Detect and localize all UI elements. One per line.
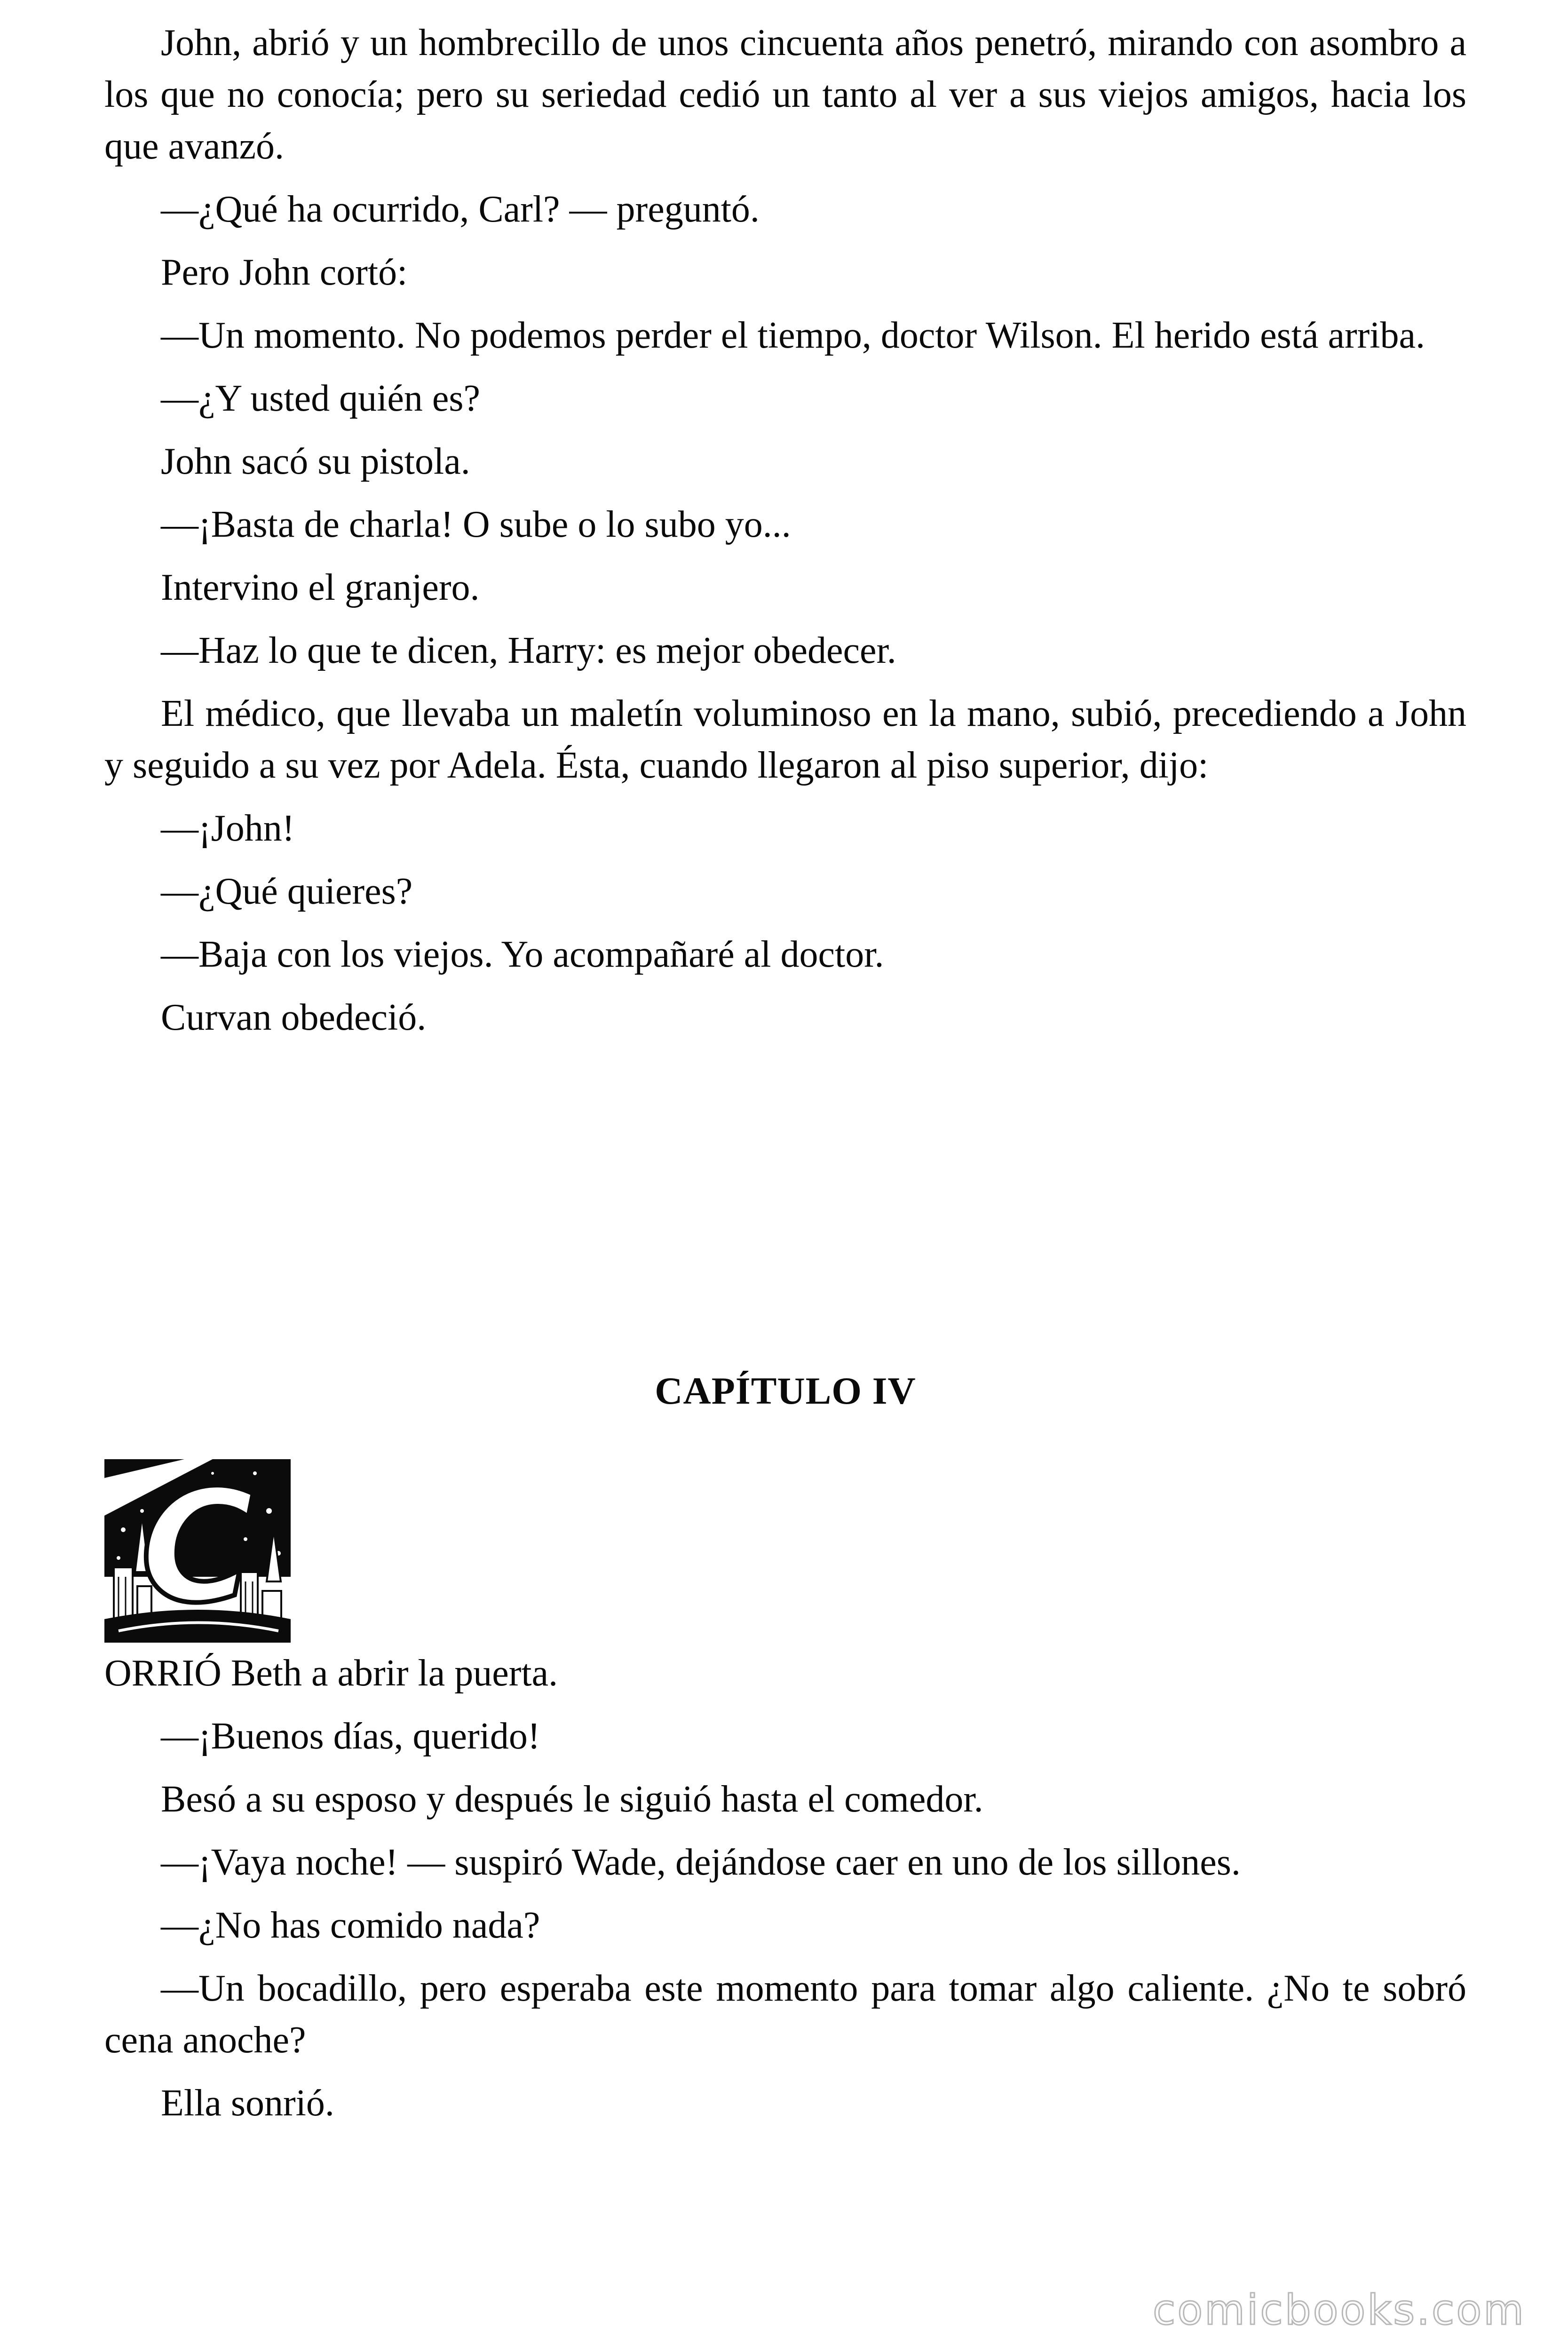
paragraph: John sacó su pistola. (161, 441, 470, 482)
paragraph: —Un momento. No podemos perder el tiempo, doctor Wilson. El herido está arriba. (161, 315, 1425, 356)
paragraph: El médico, que llevaba un maletín voluminoso en la mano, subió, precediendo a John y seguido a su vez por Adela. Ésta, cuando llegaron al piso superior, dijo: (104, 693, 1466, 786)
paragraph: Curvan obedeció. (161, 997, 427, 1038)
paragraph: —¡Vaya noche! — suspiró Wade, dejándose caer en uno de los sillones. (161, 1842, 1241, 1883)
chapter-opening-line: ORRIÓ Beth a abrir la puerta. (104, 1653, 558, 1694)
paragraph: —¡John! (161, 808, 295, 849)
paragraph: —¿Qué ha ocurrido, Carl? — preguntó. (161, 189, 760, 230)
paragraph: —¿Qué quieres? (161, 871, 413, 912)
paragraph: Pero John cortó: (161, 252, 408, 293)
paragraph: —¿Y usted quién es? (161, 378, 481, 419)
paragraph: —¡Basta de charla! O sube o lo subo yo... (161, 504, 791, 545)
paragraph: —¡Buenos días, querido! (161, 1716, 540, 1757)
dropcap-illustration (104, 1459, 291, 1643)
document-page (104, 17, 1466, 2140)
body-bottom (104, 1710, 1466, 2129)
chapter-title: CAPÍTULO IV (655, 1369, 916, 1412)
paragraph: Ella sonrió. (161, 2082, 334, 2124)
watermark: comicbooks.com (1152, 2286, 1526, 2334)
paragraph: —¿No has comido nada? (161, 1905, 540, 1946)
paragraph: —Un bocadillo, pero esperaba este momento para tomar algo caliente. ¿No te sobró cena anoche? (104, 1968, 1466, 2061)
dropcap-letter: C (140, 1459, 255, 1637)
paragraph: Besó a su esposo y después le siguió hasta el comedor. (161, 1779, 983, 1820)
paragraph: —Haz lo que te dicen, Harry: es mejor obedecer. (161, 630, 896, 671)
body-top (104, 17, 1466, 1043)
chapter-spacer (104, 1055, 1466, 1365)
paragraph: —Baja con los viejos. Yo acompañaré al doctor. (161, 934, 884, 975)
paragraph: John, abrió y un hombrecillo de unos cincuenta años penetró, mirando con asombro a los que no conocía; pero su seriedad cedió un tanto al ver a sus viejos amigos, hacia los que avanzó. (104, 22, 1466, 167)
paragraph: Intervino el granjero. (161, 567, 480, 608)
